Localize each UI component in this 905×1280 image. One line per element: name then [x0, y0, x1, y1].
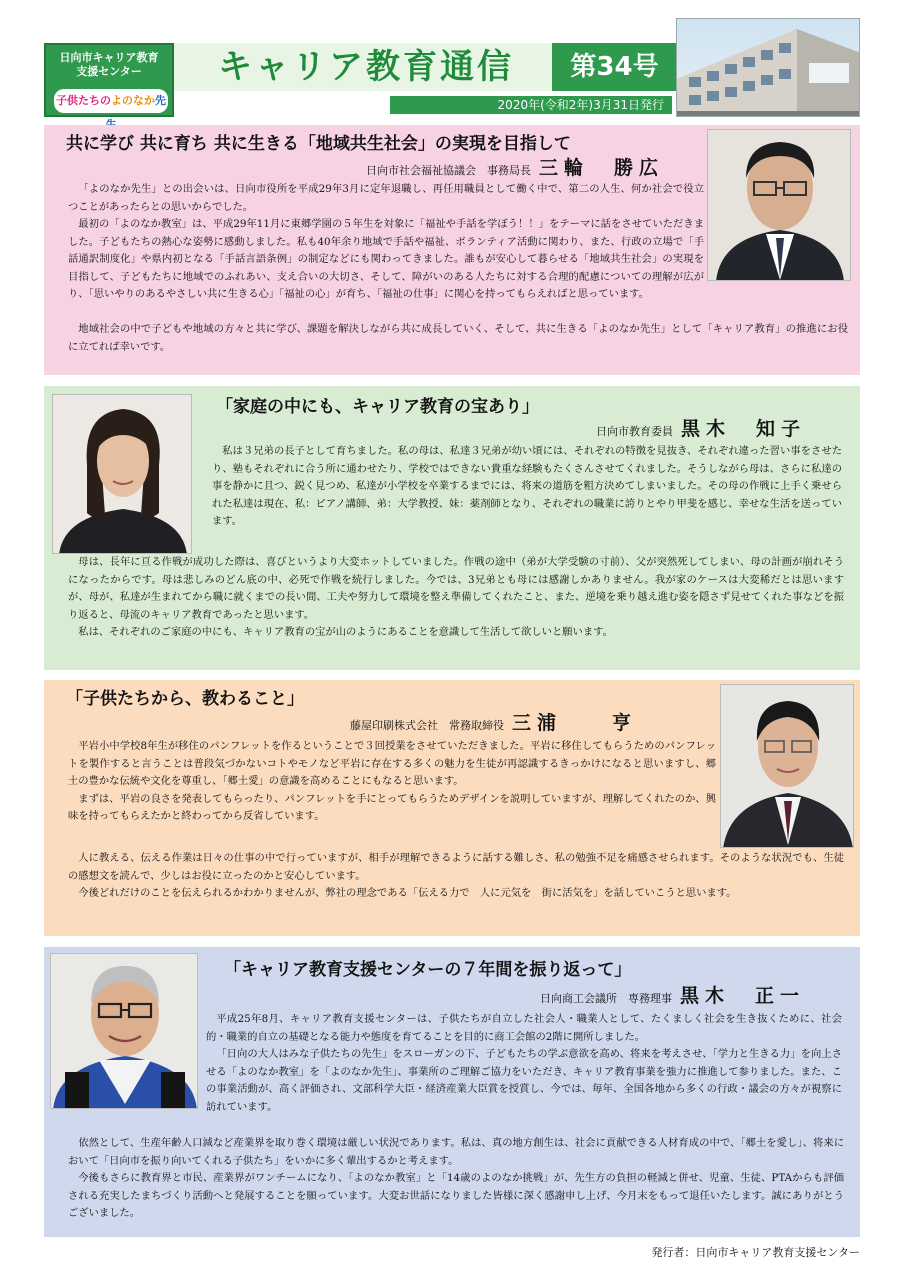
author-photo	[720, 684, 854, 848]
article-body-wide	[68, 321, 848, 356]
building-photo	[676, 18, 860, 117]
article-paragraph: 依然として、生産年齢人口減など産業界を取り巻く環境は厳しい状況であります。私は、真の地方創生は、社会に貢献できる人材育成の中で、「郷土を愛し」、将来において「日向市を振り向いてくれる子供たち」をいかに多く輩出するかと考えます。	[68, 1137, 844, 1167]
article-body-wide	[68, 554, 844, 642]
author-org: 日向市社会福祉協議会 事務局長	[366, 164, 531, 177]
author-photo	[707, 129, 851, 281]
article-body	[206, 1011, 842, 1116]
article-kuroki-tomoko	[44, 386, 860, 670]
article-title: 「家庭の中にも、キャリア教育の宝あり」	[216, 397, 539, 417]
article-title: 「キャリア教育支援センターの７年間を振り返って」	[224, 960, 632, 980]
article-miura	[44, 680, 860, 936]
logo-org-name	[46, 51, 172, 79]
article-paragraph: 「日向の大人はみな子供たちの先生」をスローガンの下、子どもたちの学ぶ意欲を高め、将来を考えさせ、「学力と生きる力」を向上させる「よのなか教室」を「よのなか先生」、事業所のご理解ご協力をいただき、キャリア教育事業を強力に推進して参りました。また、この事業活動が、高く評価され、文部科学大臣・経済産業大臣賞を授賞し、今では、毎年、全国各地から多くの行政・議会の方々が視察に訪れています。	[206, 1048, 842, 1113]
article-byline	[350, 712, 637, 737]
issue-date: 2020年(令和2年)3月31日発行	[390, 96, 672, 114]
author-org: 日向市教育委員	[596, 425, 673, 438]
article-byline	[366, 157, 664, 182]
article-title: 共に学び 共に育ち 共に生きる「地域共生社会」の実現を目指して	[66, 134, 571, 154]
article-body-wide	[68, 1135, 844, 1223]
article-byline	[596, 418, 806, 443]
article-body	[68, 738, 716, 826]
article-paragraph: まずは、平岩の良さを発表してもらったり、パンフレットを手にとってもらうためデザインを説明していますが、理解してくれたのか、興味を持ってもらえたかと終わってから反省しています。	[68, 792, 716, 822]
article-paragraph: 母は、長年に亘る作戦が成功した際は、喜びというより大変ホットしていました。作戦の途中（弟が大学受験の寸前）、父が突然死してしまい、母の計画が崩れそうになったからです。母は悲しみのどん底の中、必死で作戦を続行しました。今では、3兄弟とも母には感謝しかありません。我が家のケースは大変稀だとは思いますが、母が、私達が生まれてから職に就くまでの長い間、工夫や努力して環境を整え準備してくれたこと、また、逆境を乗り越え進む姿を隠さず見せてくれた事などを振り返ると、母流のキャリア教育であったと思います。	[68, 556, 844, 621]
article-paragraph: 最初の「よのなか教室」は、平成29年11月に東郷学園の５年生を対象に「福祉や手話を学ぼう！！」をテーマに話をさせていただきました。子どもたちの熱心な姿勢に感動しました。私も40年余り地域で手話や福祉、ボランティア活動に関わり、また、行政の立場で「手話通訳制度化」や県内初となる「手話言語条例」の制定などにも関わってきました。誰もが安心して暮らせる「地域共生社会」の実現を目指して、子どもたちに地域でのふれあい、支え合いの大切さ、そして、障がいのある人たちに対する合理的配慮についての理解が広がり、「思いやりのあるやさしい共に生きる心」「福祉の心」が育ち、「福祉の仕事」に関心を持ってもらえればと思っています。	[68, 218, 704, 300]
author-photo	[52, 394, 192, 554]
center-logo	[44, 43, 174, 117]
logo-org-line1: 日向市キャリア教育	[59, 51, 159, 64]
article-body	[212, 443, 842, 531]
author-name: 三浦 亨	[512, 712, 638, 734]
article-paragraph: 今後どれだけのことを伝えられるかわかりませんが、弊社の理念である「伝える力で 人に元気を 街に活気を」を話していこうと思います。	[78, 887, 737, 899]
article-body-cont	[68, 216, 704, 304]
article-paragraph: 「よのなか先生」との出会いは、日向市役所を平成29年3月に定年退職し、再任用職員として働く中で、第二の人生、何か社会で役立つことがあったらとの思いからでした。	[68, 183, 704, 213]
author-org: 日向商工会議所 専務理事	[540, 992, 672, 1005]
author-org: 藤屋印刷株式会社 常務取締役	[350, 719, 504, 732]
article-paragraph: 私は、それぞれのご家庭の中にも、キャリア教育の宝が山のようにあることを意識して生活して欲しいと願います。	[78, 626, 613, 638]
article-miwa	[44, 125, 860, 375]
logo-mascot-text	[54, 89, 168, 113]
article-byline	[540, 985, 805, 1010]
article-body-wide	[68, 850, 844, 903]
article-paragraph: 平岩小中学校8年生が移住のパンフレットを作るということで３回授業をさせていただきました。平岩に移住してもらうためのパンフレットを製作すると言うことは普段気づかないコトやモノなど平岩に存在する多くの魅力を生徒が再認識するきっかけになると思いますし、郷土の豊かな伝統や文化を尊重し、「郷土愛」の意識を高めることにもなると思います。	[68, 740, 716, 787]
logo-brand-a: 子供たちの	[56, 94, 111, 107]
author-name: 三輪 勝広	[539, 157, 665, 179]
article-paragraph: 平成25年8月、キャリア教育支援センターは、子供たちが自立した社会人・職業人として、たくましく社会を生き抜くために、社会的・職業的自立の基礎となる能力や態度を育てることを目的に商工会館の2階に開所しました。	[206, 1013, 842, 1043]
article-paragraph: 私は３兄弟の長子として育ちました。私の母は、私達３兄弟が幼い頃には、それぞれの特徴を見抜き、それぞれ違った習い事をさせたり、塾もそれぞれに合う所に通わせたり、学校ではできない貴重な経験もたくさんさせてくれました。そうしながら母は、さらに私達の事を静かに且つ、鋭く見つめ、私達が小学校を卒業するまでには、将来の道筋を粗方決めてしまいました。その母の作戦に上手く乗せられた私達は現在、私：ピアノ講師、弟：大学教授、妹：薬剤師となり、それぞれの職業に誇りとやり甲斐を感じ、幸せな生活を送っています。	[212, 445, 842, 527]
newsletter-title: キャリア教育通信	[218, 47, 514, 87]
article-body	[68, 181, 704, 216]
publisher-footer: 発行者：日向市キャリア教育支援センター	[651, 1246, 860, 1259]
article-paragraph: 地域社会の中で子どもや地域の方々と共に学び、課題を解決しながら共に成長していく、そして、共に生きる「よのなか先生」として「キャリア教育」の推進にお役に立てれば幸いです。	[68, 323, 848, 353]
logo-brand-b: よのなか	[111, 94, 155, 107]
article-kuroki-shoichi	[44, 947, 860, 1237]
issue-number: 第34号	[552, 43, 677, 91]
article-paragraph: 今後もさらに教育界と市民、産業界がワンチームになり、「よのなか教室」と「14歳のよのなか挑戦」が、先生方の負担の軽減と併せ、児童、生徒、PTAからも評価される充実したまちづくり活動へと発展することを願っています。大変お世話になりました皆様に深く感謝申し上げ、今月末をもって退任いたします。誠にありがとうございました。	[68, 1172, 844, 1219]
article-paragraph: 人に教える、伝える作業は日々の仕事の中で行っていますが、相手が理解できるように話する難しさ、私の勉強不足を痛感させられます。そのような状況でも、生徒の感想文を読んで、少しはお役に立ったのかと安心しています。	[68, 852, 844, 882]
author-name: 黒木 正一	[680, 985, 806, 1007]
article-title: 「子供たちから、教わること」	[66, 689, 304, 709]
logo-brand-c: 先	[155, 94, 166, 107]
author-name: 黒木 知子	[681, 418, 807, 440]
logo-org-line2: 支援センター	[76, 65, 142, 78]
author-photo	[50, 953, 198, 1109]
